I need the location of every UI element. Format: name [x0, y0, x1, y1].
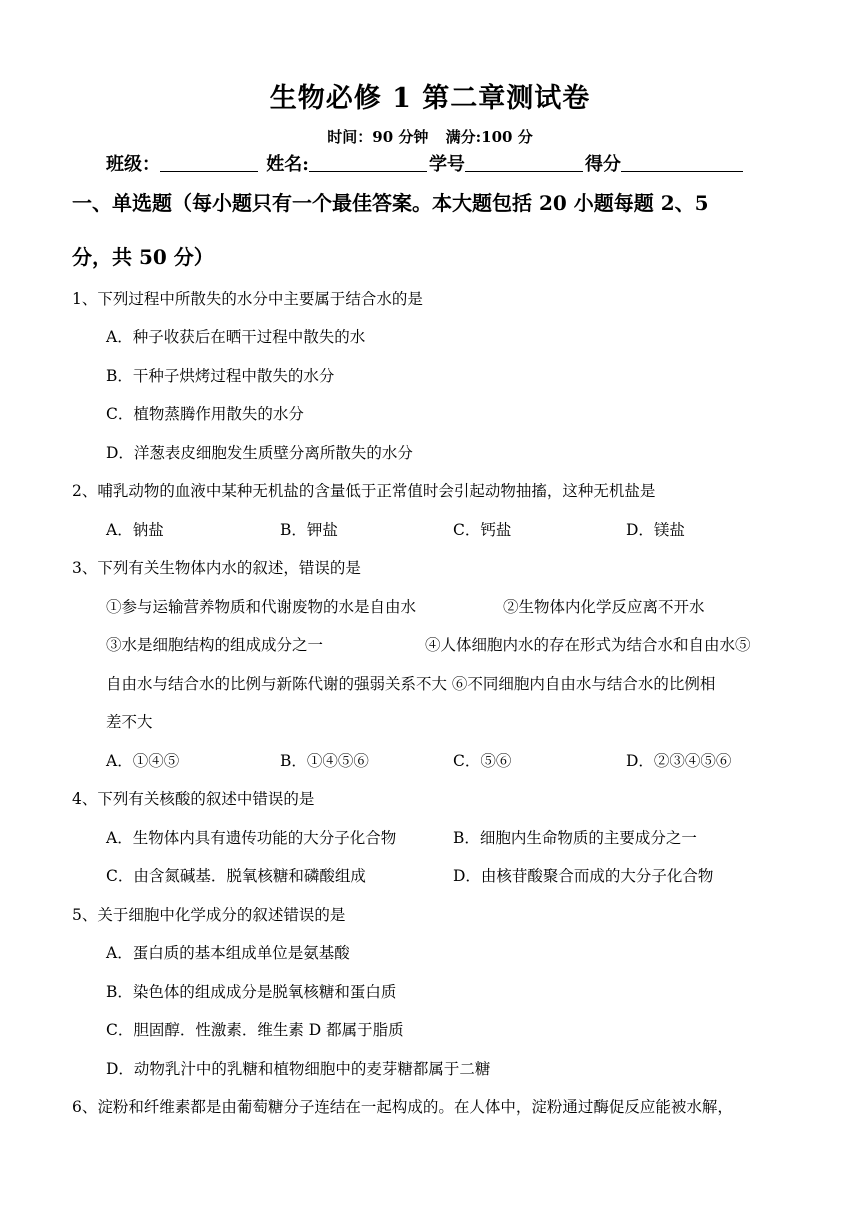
student-id-label: 学号: [428, 154, 465, 175]
question-5-option-b[interactable]: B．染色体的组成成分是脱氧核糖和蛋白质: [106, 983, 397, 1001]
exam-time: 时间：90 分钟: [327, 128, 429, 146]
question-2-option-c[interactable]: C．钙盐: [453, 521, 512, 539]
question-1-option-c[interactable]: C．植物蒸腾作用散失的水分: [106, 405, 304, 423]
question-6-stem: 6、淀粉和纤维素都是由葡萄糖分子连结在一起构成的。在人体中，淀粉通过酶促反应能被水解，: [72, 1098, 733, 1116]
question-3-option-b[interactable]: B．①④⑤⑥: [280, 752, 369, 770]
question-3-statement-5: 自由水与结合水的比例与新陈代谢的强弱关系不大 ⑥不同细胞内自由水与结合水的比例相: [106, 675, 716, 693]
class-blank[interactable]: [160, 153, 258, 172]
student-info-line: [106, 150, 745, 176]
exam-meta: [0, 126, 860, 147]
question-5-stem: 5、关于细胞中化学成分的叙述错误的是: [72, 906, 346, 924]
score-blank[interactable]: [621, 153, 743, 172]
question-4-option-a[interactable]: A．生物体内具有遗传功能的大分子化合物: [106, 829, 397, 847]
question-2-stem: 2、哺乳动物的血液中某种无机盐的含量低于正常值时会引起动物抽搐，这种无机盐是: [72, 482, 656, 500]
student-id-blank[interactable]: [465, 153, 583, 172]
section-heading-line1: 一、单选题（每小题只有一个最佳答案。本大题包括 20 小题每题 2、5: [72, 191, 709, 215]
question-2-option-b[interactable]: B．钾盐: [280, 521, 338, 539]
question-1-option-b[interactable]: B．干种子烘烤过程中散失的水分: [106, 367, 335, 385]
question-5-option-a[interactable]: A．蛋白质的基本组成单位是氨基酸: [106, 944, 350, 962]
question-5-option-d[interactable]: D．动物乳汁中的乳糖和植物细胞中的麦芽糖都属于二糖: [106, 1060, 491, 1078]
question-5-option-c[interactable]: C．胆固醇．性激素．维生素 D 都属于脂质: [106, 1021, 404, 1039]
name-label: 姓名:: [266, 154, 309, 175]
question-4-stem: 4、下列有关核酸的叙述中错误的是: [72, 790, 315, 808]
question-3-statement-2: ②生物体内化学反应离不开水: [503, 598, 705, 616]
question-4-option-b[interactable]: B．细胞内生命物质的主要成分之一: [453, 829, 697, 847]
question-3-statement-3: ③水是细胞结构的组成成分之一: [106, 636, 324, 654]
question-3-statement-4: ④人体细胞内水的存在形式为结合水和自由水⑤: [425, 636, 751, 654]
question-4-option-c[interactable]: C．由含氮碱基．脱氧核糖和磷酸组成: [106, 867, 366, 885]
question-2-option-a[interactable]: A．钠盐: [106, 521, 164, 539]
class-label: 班级：: [106, 154, 160, 175]
question-3-stem: 3、下列有关生物体内水的叙述，错误的是: [72, 559, 361, 577]
section-heading-line2: 分，共 50 分）: [72, 245, 214, 269]
question-3-statement-1: ①参与运输营养物质和代谢废物的水是自由水: [106, 598, 417, 616]
name-blank[interactable]: [309, 153, 427, 172]
question-3-statement-6: 差不大: [106, 713, 153, 731]
question-1-stem: 1、下列过程中所散失的水分中主要属于结合水的是: [72, 290, 423, 308]
page-title: 生物必修 1 第二章测试卷: [269, 83, 591, 114]
question-1-option-a[interactable]: A．种子收获后在晒干过程中散失的水: [106, 328, 366, 346]
question-1-option-d[interactable]: D．洋葱表皮细胞发生质壁分离所散失的水分: [106, 444, 413, 462]
question-3-option-c[interactable]: C．⑤⑥: [453, 752, 512, 770]
question-2-option-d[interactable]: D．镁盐: [626, 521, 685, 539]
exam-full-score: 满分:100 分: [445, 128, 533, 146]
question-4-option-d[interactable]: D．由核苷酸聚合而成的大分子化合物: [453, 867, 714, 885]
question-3-option-d[interactable]: D．②③④⑤⑥: [626, 752, 732, 770]
question-3-option-a[interactable]: A．①④⑤: [106, 752, 180, 770]
score-label: 得分: [584, 154, 621, 175]
